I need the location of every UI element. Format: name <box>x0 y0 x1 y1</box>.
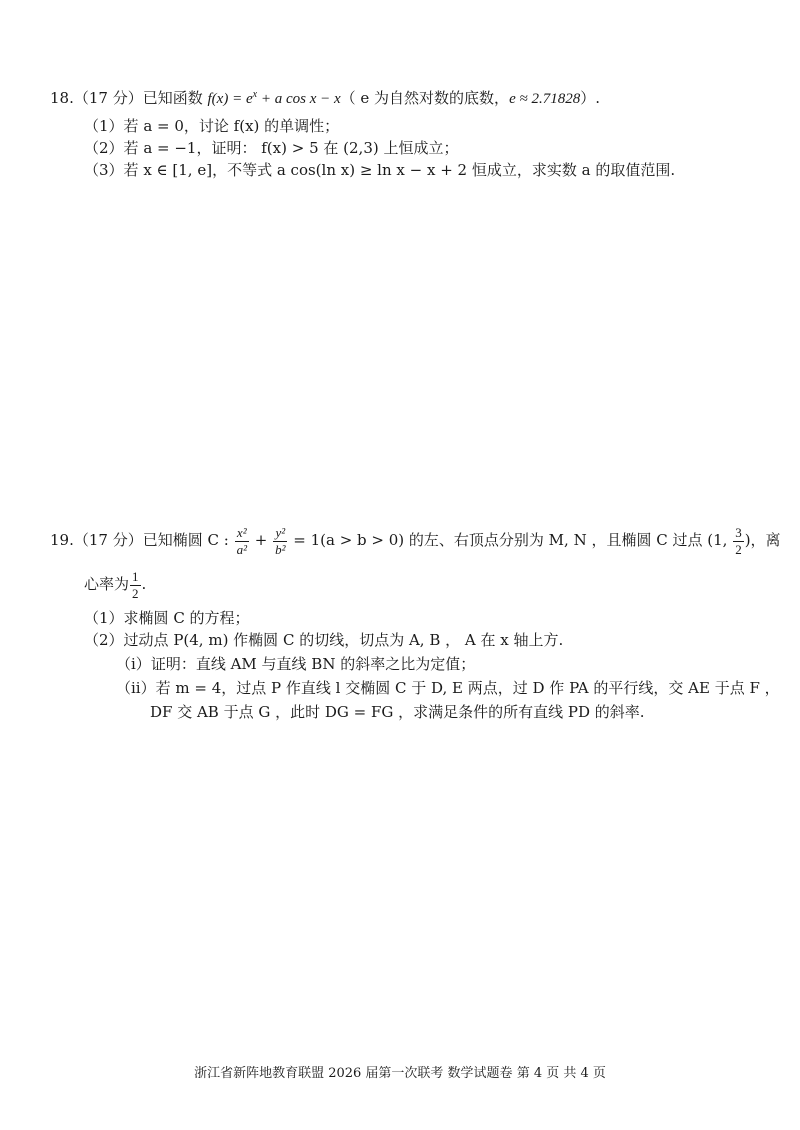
q18-note-close: ）. <box>580 89 600 107</box>
page-footer: 浙江省新阵地教育联盟 2026 届第一次联考 数学试题卷 第 4 页 共 4 页 <box>194 1066 606 1081</box>
q19-stem: 19.（17 分）已知椭圆 C : $\frac{\text{x²}}{\text{a²}}$ + $\frac{\text{y²}}{\text{b²}}$ = 1(a > b > 0) 的左、右顶点分别为 M, N ，且椭圆 C 过点 (1, $\frac{3}{2}$ )，离 <box>50 524 781 557</box>
q18-part3: （3）若 x ∈ [1, e]，不等式 a cos(ln x) ≥ ln x − x + 2 恒成立，求实数 a 的取值范围. <box>84 161 676 179</box>
q19-line2: 心率为 $\frac{1}{2}$ . <box>84 568 147 601</box>
q18-intro: 已知函数 <box>142 89 203 107</box>
q19-frac-x: $\frac{\text{x²}}{\text{a²}}$ <box>236 524 247 557</box>
q19-point-close: )，离 <box>744 531 781 549</box>
q18-part1: （1）若 a = 0，讨论 f(x) 的单调性； <box>84 117 340 135</box>
q19-point-frac: $\frac{3}{2}$ <box>735 524 742 557</box>
q18-note: （ e 为自然对数的底数， <box>340 89 510 107</box>
q18-part2: （2）若 a = −1，证明： f(x) > 5 在 (2,3) 上恒成立； <box>84 139 459 157</box>
q18-number: 18. <box>50 89 74 107</box>
q19-part1: （1）求椭圆 C 的方程； <box>84 609 250 627</box>
q19-frac-y: $\frac{\text{y²}}{\text{b²}}$ <box>275 524 286 557</box>
q19-sub1: （i）证明：直线 AM 与直线 BN 的斜率之比为定值； <box>116 655 476 673</box>
q19-score: （17 分） <box>73 531 143 549</box>
q19-eq-rest: = 1(a > b > 0) 的左、右顶点分别为 M, N ，且椭圆 C 过点 (1, <box>288 531 733 549</box>
q19-part2: （2）过动点 P(4, m) 作椭圆 C 的切线，切点为 A, B ， A 在 x 轴上方. <box>84 631 564 649</box>
q18-stem <box>50 88 600 109</box>
q19-number: 19. <box>50 531 74 549</box>
q19-sub2-cont: DF 交 AB 于点 G ，此时 DG = FG ，求满足条件的所有直线 PD 的斜率. <box>150 703 645 721</box>
q19-ecc-frac: $\frac{1}{2}$ <box>132 568 139 601</box>
q18-e-value: e ≈ 2.71828 <box>509 91 581 107</box>
q19-sub2: （ii）若 m = 4，过点 P 作直线 l 交椭圆 C 于 D, E 两点，过 D 作 PA 的平行线，交 AE 于点 F ， <box>116 679 780 697</box>
q19-intro: 已知椭圆 C : <box>142 531 234 549</box>
q18-score: （17 分） <box>73 89 143 107</box>
q18-function: $f(x) = e^x + a$ cos x − x <box>207 89 341 107</box>
